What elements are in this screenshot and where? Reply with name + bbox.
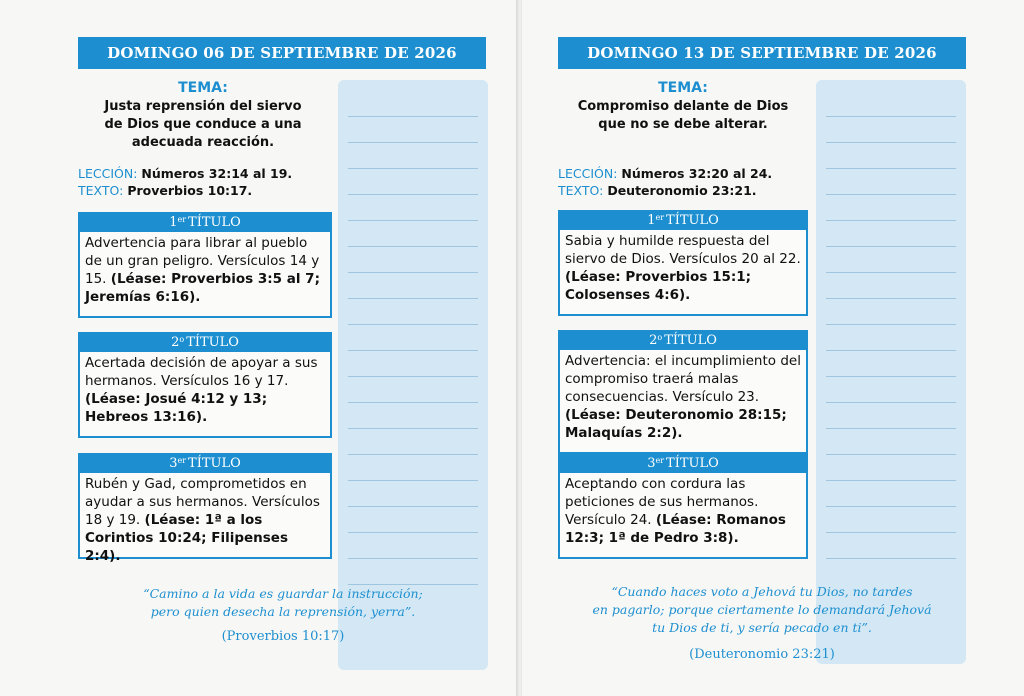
title-label: TÍTULO — [186, 334, 239, 350]
tema-line: Justa reprensión del siervo — [104, 99, 302, 114]
title-2-bar — [558, 330, 808, 350]
title-label: TÍTULO — [666, 455, 719, 471]
texto-row — [78, 182, 333, 199]
tema-label: TEMA: — [658, 80, 708, 96]
title-ordinal: 1 — [169, 214, 178, 230]
lesson-meta — [78, 165, 333, 199]
date-banner — [558, 37, 966, 69]
quote-line: tu Dios de ti, y sería pecado en ti”. — [652, 620, 872, 635]
title-reference: (Léase: Proverbios 3:5 al 7; Jeremías 6:16). — [85, 271, 320, 305]
title-body: Aceptando con cordura las peticiones de sus hermanos. Versículo 24. — [565, 476, 759, 528]
title-ordinal-suffix: er — [655, 212, 665, 222]
title-ordinal: 3 — [647, 455, 656, 471]
title-ordinal-suffix: er — [655, 455, 665, 465]
title-3-box — [78, 473, 332, 564]
tema-text — [558, 98, 808, 134]
leccion-label: LECCIÓN: — [78, 166, 138, 181]
title-2-bar — [78, 332, 332, 352]
title-ordinal-suffix: o — [657, 332, 663, 342]
title-reference: (Léase: Deuteronomio 28:15; Malaquías 2:2). — [565, 407, 787, 441]
title-1-bar — [558, 210, 808, 230]
title-3-box — [558, 473, 808, 559]
texto-row — [558, 182, 813, 199]
texto-value: Proverbios 10:17. — [127, 183, 253, 198]
date-text: DOMINGO 06 DE SEPTIEMBRE DE 2026 — [107, 44, 457, 62]
title-ordinal: 1 — [647, 212, 656, 228]
tema-label: TEMA: — [178, 80, 228, 96]
title-label: TÍTULO — [188, 455, 241, 471]
notes-panel — [338, 80, 488, 670]
texto-label: TEXTO: — [78, 183, 124, 198]
title-ordinal: 3 — [169, 455, 178, 471]
tema-text — [78, 98, 328, 152]
quote-line: “Camino a la vida es guardar la instrucción; — [143, 586, 423, 601]
title-reference: (Léase: 1ª a los Corintios 10:24; Filipenses 2:4). — [85, 512, 289, 564]
date-text: DOMINGO 13 DE SEPTIEMBRE DE 2026 — [587, 44, 937, 62]
tema-line: Compromiso delante de Dios — [577, 99, 789, 114]
title-2-box — [78, 352, 332, 438]
title-body: Advertencia para librar al pueblo de un gran peligro. Versículos 14 y 15. — [85, 235, 320, 287]
title-1-box — [78, 232, 332, 318]
tema-line: de Dios que conduce a una — [104, 117, 302, 132]
leccion-value: Números 32:20 al 24. — [621, 166, 773, 181]
title-3-bar — [78, 453, 332, 473]
title-ordinal-suffix: o — [179, 334, 185, 344]
title-ordinal: 2 — [171, 334, 180, 350]
title-2-box — [558, 350, 808, 454]
title-1-bar — [78, 212, 332, 232]
leccion-label: LECCIÓN: — [558, 166, 618, 181]
quote-reference: (Deuteronomio 23:21) — [689, 647, 835, 662]
title-label: TÍTULO — [188, 214, 241, 230]
title-ordinal-suffix: er — [177, 214, 187, 224]
title-ordinal-suffix: er — [177, 455, 187, 465]
leccion-value: Números 32:14 al 19. — [141, 166, 293, 181]
texto-value: Deuteronomio 23:21. — [607, 183, 757, 198]
lesson-meta — [558, 165, 813, 199]
leccion-row — [78, 165, 333, 182]
quote-reference: (Proverbios 10:17) — [221, 629, 345, 644]
quote-line: en pagarlo; porque ciertamente lo demandará Jehová — [592, 602, 932, 617]
tema-line: adecuada reacción. — [131, 135, 275, 150]
title-body: Acertada decisión de apoyar a sus hermanos. Versículos 16 y 17. — [85, 355, 318, 389]
title-body: Advertencia: el incumplimiento del compromiso traerá malas consecuencias. Versículo 23. — [565, 353, 801, 405]
quote-line: pero quien desecha la reprensión, yerra”. — [150, 604, 416, 619]
quote-line: “Cuando haces voto a Jehová tu Dios, no tardes — [611, 584, 913, 599]
title-1-box — [558, 230, 808, 316]
scripture-quote — [542, 583, 982, 637]
right-page — [522, 0, 1024, 696]
title-label: TÍTULO — [664, 332, 717, 348]
leccion-row — [558, 165, 813, 182]
title-label: TÍTULO — [666, 212, 719, 228]
title-body: Sabia y humilde respuesta del siervo de Dios. Versículos 20 al 22. — [565, 233, 801, 267]
tema-line: que no se debe alterar. — [598, 117, 768, 132]
title-body: Rubén y Gad, comprometidos en ayudar a sus hermanos. Versículos 18 y 19. — [85, 476, 320, 528]
title-ordinal: 2 — [649, 332, 658, 348]
title-reference: (Léase: Romanos 12:3; 1ª de Pedro 3:8). — [565, 512, 786, 546]
title-reference: (Léase: Proverbios 15:1; Colosenses 4:6). — [565, 269, 752, 303]
notes-panel — [816, 80, 966, 664]
title-reference: (Léase: Josué 4:12 y 13; Hebreos 13:16). — [85, 391, 268, 425]
scripture-quote — [78, 585, 488, 621]
title-3-bar — [558, 453, 808, 473]
date-banner — [78, 37, 486, 69]
texto-label: TEXTO: — [558, 183, 604, 198]
